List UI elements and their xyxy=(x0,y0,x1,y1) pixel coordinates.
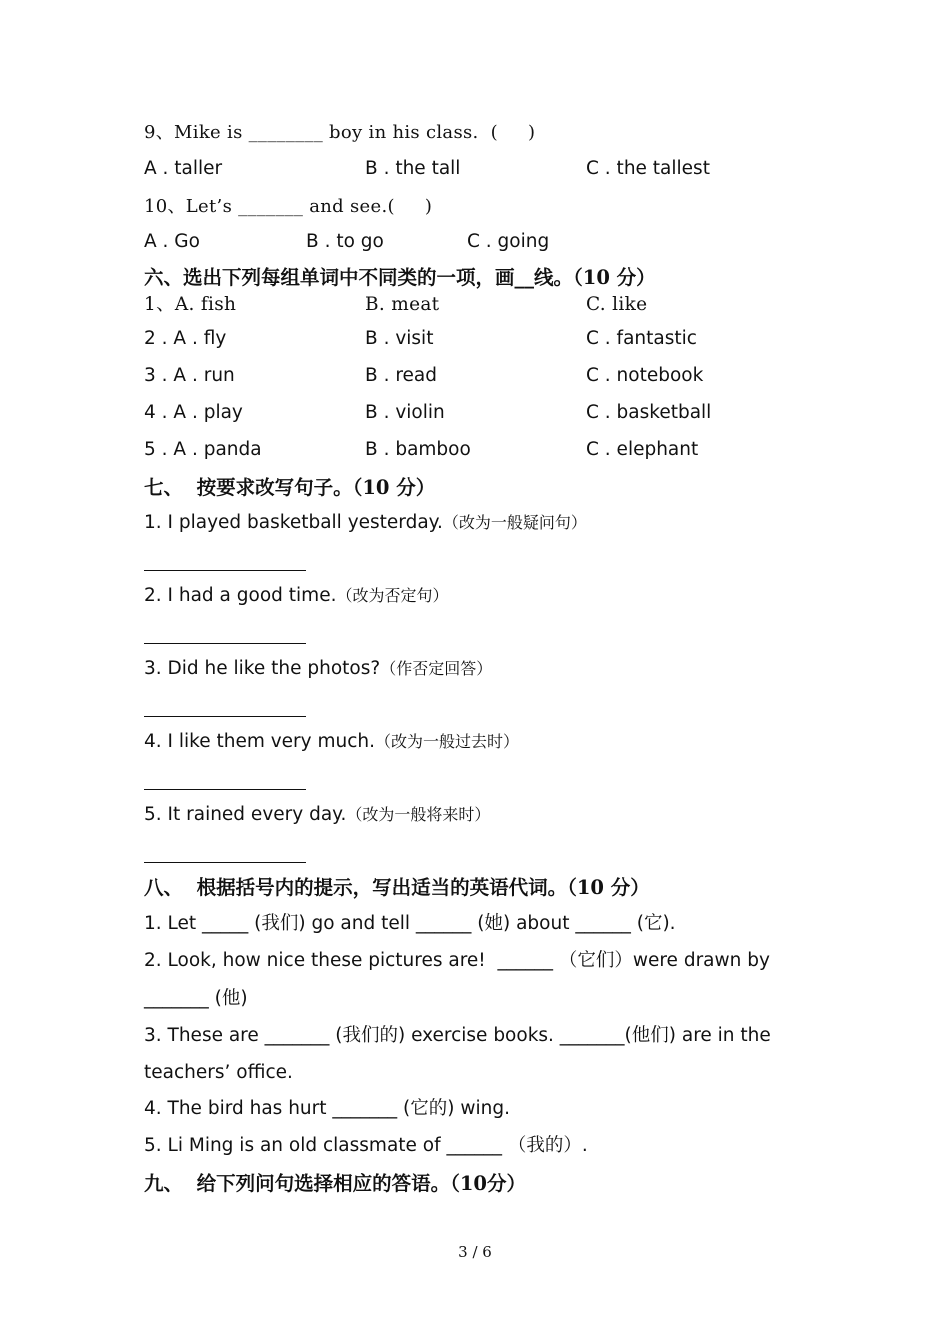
rewrite-item-4-hint: （改为一般过去时） xyxy=(375,732,520,751)
section-9-title: 九、 给下列问句选择相应的答语。（10分） xyxy=(144,1172,526,1195)
pronoun-item-2: 2. Look, how nice these pictures are! ______ （它们）were drawn by xyxy=(144,950,770,971)
rewrite-item-2-hint: （改为否定句） xyxy=(336,586,449,605)
rewrite-item-1 xyxy=(144,511,587,535)
rewrite-item-3-text: 3. Did he like the photos? xyxy=(144,658,381,679)
rewrite-item-2 xyxy=(144,584,448,608)
group-1-option-a: 1、A. fish xyxy=(144,294,237,315)
group-5-option-b: B . bamboo xyxy=(365,439,471,460)
answer-line-4[interactable] xyxy=(144,789,306,790)
answer-line-2[interactable] xyxy=(144,643,306,644)
group-3-option-c: C . notebook xyxy=(586,365,704,386)
pronoun-item-2-continued: _______ (他) xyxy=(144,988,248,1009)
question-10-option-a: A . Go xyxy=(144,231,200,252)
answer-line-5[interactable] xyxy=(144,862,306,863)
pronoun-item-5: 5. Li Ming is an old classmate of ______ （我的）. xyxy=(144,1135,588,1156)
pronoun-item-3-continued: teachers’ office. xyxy=(144,1062,293,1083)
rewrite-item-2-text: 2. I had a good time. xyxy=(144,585,337,606)
group-3-option-a: 3 . A . run xyxy=(144,365,235,386)
question-9-stem: 9、Mike is ________ boy in his class. ( ) xyxy=(144,122,536,143)
rewrite-item-1-hint: （改为一般疑问句） xyxy=(442,513,587,532)
rewrite-item-4-text: 4. I like them very much. xyxy=(144,731,376,752)
group-5-option-a: 5 . A . panda xyxy=(144,439,262,460)
section-7-title: 七、 按要求改写句子。（10 分） xyxy=(144,476,436,499)
answer-line-1[interactable] xyxy=(144,570,306,571)
rewrite-item-1-text: 1. I played basketball yesterday. xyxy=(144,512,443,533)
group-5-option-c: C . elephant xyxy=(586,439,699,460)
group-1-option-c: C. like xyxy=(586,294,648,315)
question-10-stem: 10、Let’s _______ and see.( ) xyxy=(144,196,433,217)
pronoun-item-4: 4. The bird has hurt _______ (它的) wing. xyxy=(144,1098,510,1119)
group-2-option-b: B . visit xyxy=(365,328,434,349)
question-10-option-b: B . to go xyxy=(306,231,384,252)
question-9-option-c: C . the tallest xyxy=(586,158,710,179)
page-number: 3 / 6 xyxy=(458,1243,492,1261)
rewrite-item-5-text: 5. It rained every day. xyxy=(144,804,347,825)
group-1-option-b: B. meat xyxy=(365,294,440,315)
pronoun-item-3: 3. These are _______ (我们的) exercise books. _______(他们) are in the xyxy=(144,1025,771,1046)
section-6-title: 六、选出下列每组单词中不同类的一项，画__线。（10 分） xyxy=(144,266,656,289)
section-8-title: 八、 根据括号内的提示，写出适当的英语代词。（10 分） xyxy=(144,876,650,899)
group-4-option-c: C . basketball xyxy=(586,402,712,423)
answer-line-3[interactable] xyxy=(144,716,306,717)
rewrite-item-5-hint: （改为一般将来时） xyxy=(346,805,491,824)
group-3-option-b: B . read xyxy=(365,365,437,386)
group-2-option-c: C . fantastic xyxy=(586,328,697,349)
rewrite-item-3 xyxy=(144,657,492,681)
pronoun-item-1: 1. Let _____ (我们) go and tell ______ (她) about ______ (它). xyxy=(144,913,676,934)
group-4-option-a: 4 . A . play xyxy=(144,402,243,423)
group-2-option-a: 2 . A . fly xyxy=(144,328,227,349)
group-4-option-b: B . violin xyxy=(365,402,445,423)
rewrite-item-4 xyxy=(144,730,519,754)
rewrite-item-5 xyxy=(144,803,490,827)
question-10-option-c: C . going xyxy=(467,231,550,252)
rewrite-item-3-hint: （作否定回答） xyxy=(380,659,493,678)
question-9-option-a: A . taller xyxy=(144,158,223,179)
question-9-option-b: B . the tall xyxy=(365,158,461,179)
